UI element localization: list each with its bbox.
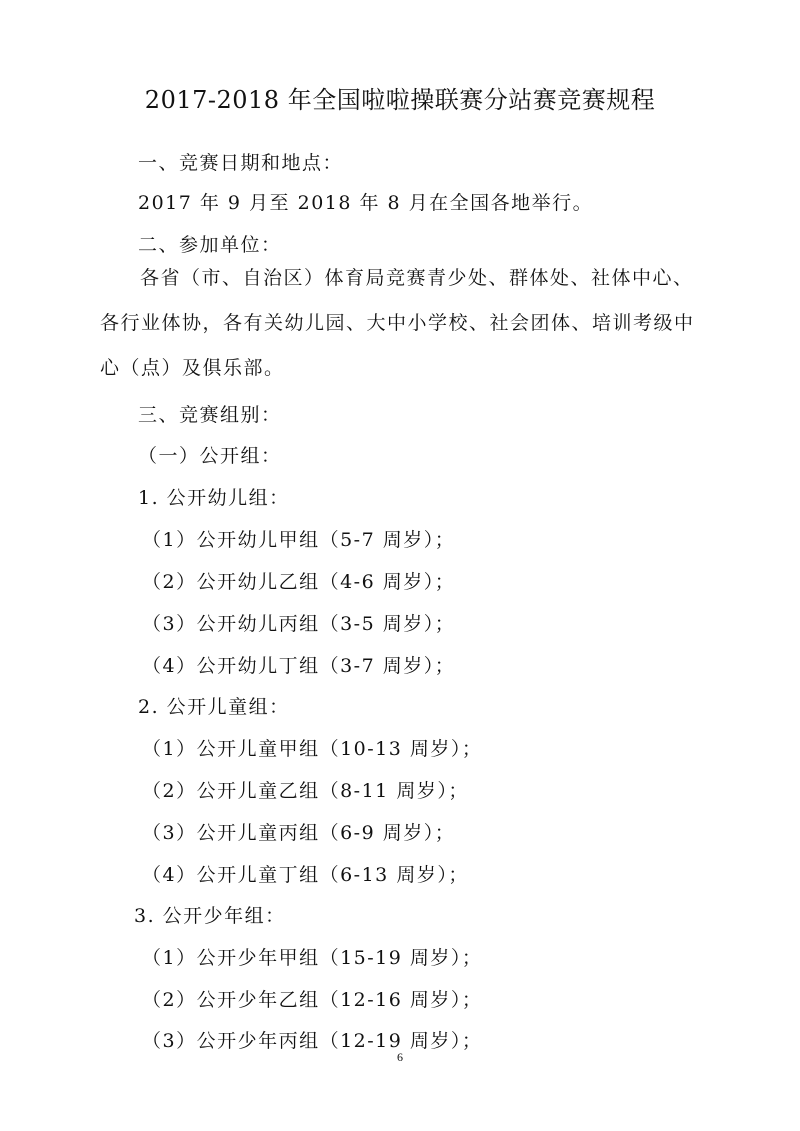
list-item: （1）公开幼儿甲组（5-7 周岁）； xyxy=(142,529,456,551)
document-title: 2017-2018 年全国啦啦操联赛分站赛竞赛规程 xyxy=(144,86,656,114)
list-item: （1）公开儿童甲组（10-13 周岁）； xyxy=(142,738,483,760)
list-item: （4）公开幼儿丁组（3-7 周岁）； xyxy=(142,655,456,677)
list-item: （4）公开儿童丁组（6-13 周岁）； xyxy=(142,864,469,886)
subsection-open-group: （一）公开组： xyxy=(138,445,282,467)
category-open-children: 2. 公开儿童组： xyxy=(138,696,290,718)
list-item: （2）公开幼儿乙组（4-6 周岁）； xyxy=(142,571,456,593)
participants-paragraph: 各省（市、自治区）体育局竞赛青少处、群体处、社体中心、各行业体协，各有关幼儿园、大中小学校、社会团体、培训考级中心（点）及俱乐部。 xyxy=(100,267,695,379)
list-item: （3）公开少年丙组（12-19 周岁）； xyxy=(142,1030,483,1052)
list-item: （2）公开儿童乙组（8-11 周岁）； xyxy=(142,780,469,802)
section-heading-date-location: 一、竞赛日期和地点： xyxy=(138,152,344,174)
list-item: （3）公开儿童丙组（6-9 周岁）； xyxy=(142,822,456,844)
section-heading-groups: 三、竞赛组别： xyxy=(138,404,282,426)
list-item: （1）公开少年甲组（15-19 周岁）； xyxy=(142,947,483,969)
list-item: （3）公开幼儿丙组（3-5 周岁）； xyxy=(142,613,456,635)
section-heading-participants: 二、参加单位： xyxy=(138,234,282,256)
date-location-text: 2017 年 9 月至 2018 年 8 月在全国各地举行。 xyxy=(138,192,594,214)
category-open-preschool: 1. 公开幼儿组： xyxy=(138,487,290,509)
list-item: （2）公开少年乙组（12-16 周岁）； xyxy=(142,989,483,1011)
page-number: 6 xyxy=(397,1050,403,1064)
category-open-juvenile: 3. 公开少年组： xyxy=(134,905,286,927)
